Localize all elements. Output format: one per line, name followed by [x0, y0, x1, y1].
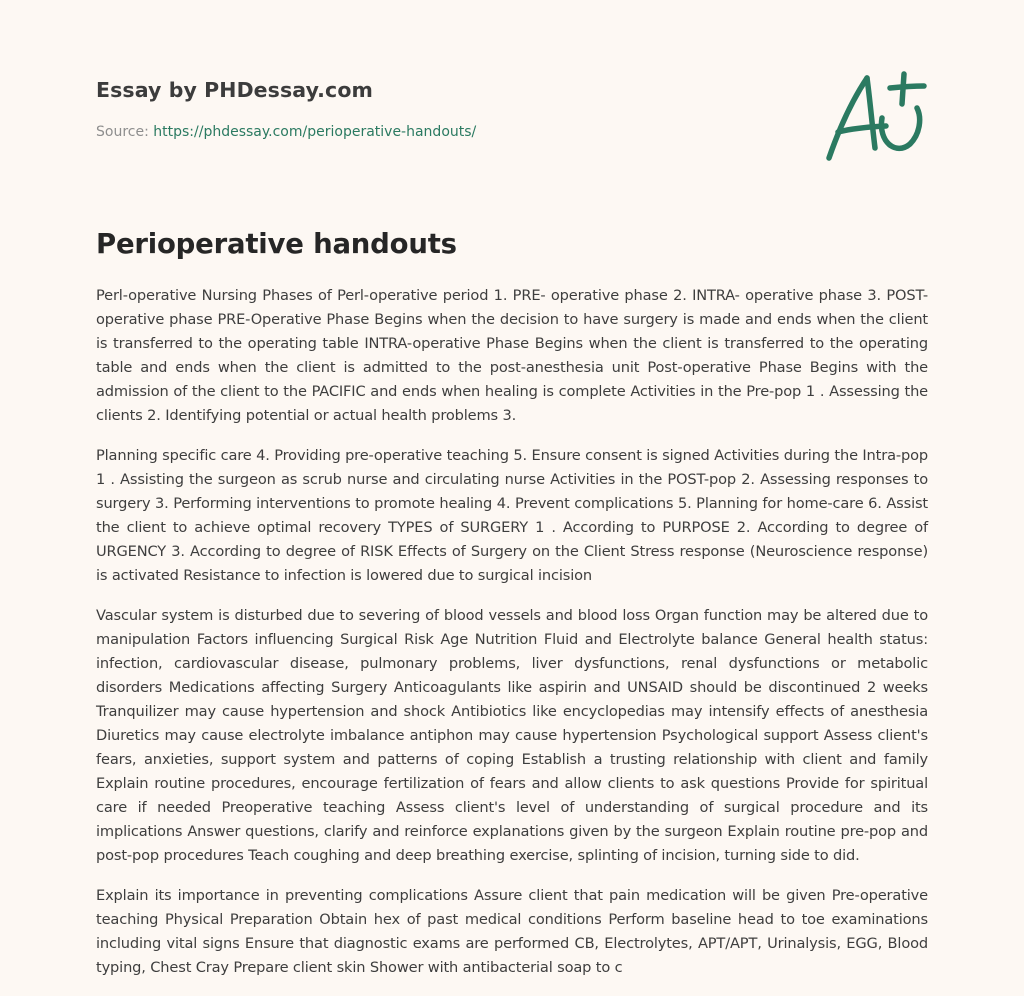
body-paragraph: Planning specific care 4. Providing pre-operative teaching 5. Ensure consent is signed Activities during the Intra-pop 1 . Assisting the surgeon as scrub nurse and circulating nurse Activities in the POST-pop 2. Assessing responses to surgery 3. Performing interventions to promote healing 4. Prevent complications 5. Planning for home-care 6. Assist the client to achieve optimal recovery TYPES of SURGERY 1 . According to PURPOSE 2. According to degree of URGENCY 3. According to degree of RISK Effects of Surgery on the Client Stress response (Neuroscience response) is activated Resistance to infection is lowered due to surgical incision — [96, 447, 928, 584]
a-plus-logo-icon — [820, 66, 928, 164]
source-label: Source: — [96, 124, 154, 140]
source-link[interactable]: https://phdessay.com/perioperative-handouts/ — [153, 124, 477, 140]
body-paragraph: Perl-operative Nursing Phases of Perl-operative period 1. PRE- operative phase 2. INTRA- operative phase 3. POST- operative phase PRE-Operative Phase Begins when the decision to have surgery is made and ends when the client is transferred to the operating table INTRA-operative Phase Begins when the client is transferred to the operating table and ends when the client is admitted to the post-anesthesia unit Post-operative Phase Begins with the admission of the client to the PACIFIC and ends when healing is complete Activities in the Pre-pop 1 . Assessing the clients 2. Identifying potential or actual health problems 3. — [96, 287, 928, 424]
body-paragraph: Explain its importance in preventing complications Assure client that pain medication will be given Pre-operative teaching Physical Preparation Obtain hex of past medical conditions Perform baseline head to toe examinations including vital signs Ensure that diagnostic exams are performed CB, Electrolytes, APT/APT, Urinalysis, EGG, Blood typing, Chest Cray Prepare client skin Shower with antibacterial soap to c — [96, 887, 928, 976]
article-title: Perioperative handouts — [96, 228, 457, 260]
body-paragraph: Vascular system is disturbed due to severing of blood vessels and blood loss Organ function may be altered due to manipulation Factors influencing Surgical Risk Age Nutrition Fluid and Electrolyte balance General health status: infection, cardiovascular disease, pulmonary problems, liver dysfunctions, renal dysfunctions or metabolic disorders Medications affecting Surgery Anticoagulants like aspirin and UNSAID should be discontinued 2 weeks Tranquilizer may cause hypertension and shock Antibiotics like encyclopedias may intensify effects of anesthesia Diuretics may cause electrolyte imbalance antiphon may cause hypertension Psychological support Assess client's fears, anxieties, support system and patterns of coping Establish a trusting relationship with client and family Explain routine procedures, encourage fertilization of fears and allow clients to ask questions Provide for spiritual care if needed Preoperative teaching Assess client's level of understanding of surgical procedure and its implications Answer questions, clarify and reinforce explanations given by the surgeon Explain routine pre-pop and post-pop procedures Teach coughing and deep breathing exercise, splinting of incision, turning side to did. — [96, 607, 928, 864]
article-body — [96, 284, 928, 996]
site-brand: Essay by PHDessay.com — [96, 78, 373, 102]
essay-header — [96, 76, 656, 142]
source-line — [96, 122, 656, 142]
